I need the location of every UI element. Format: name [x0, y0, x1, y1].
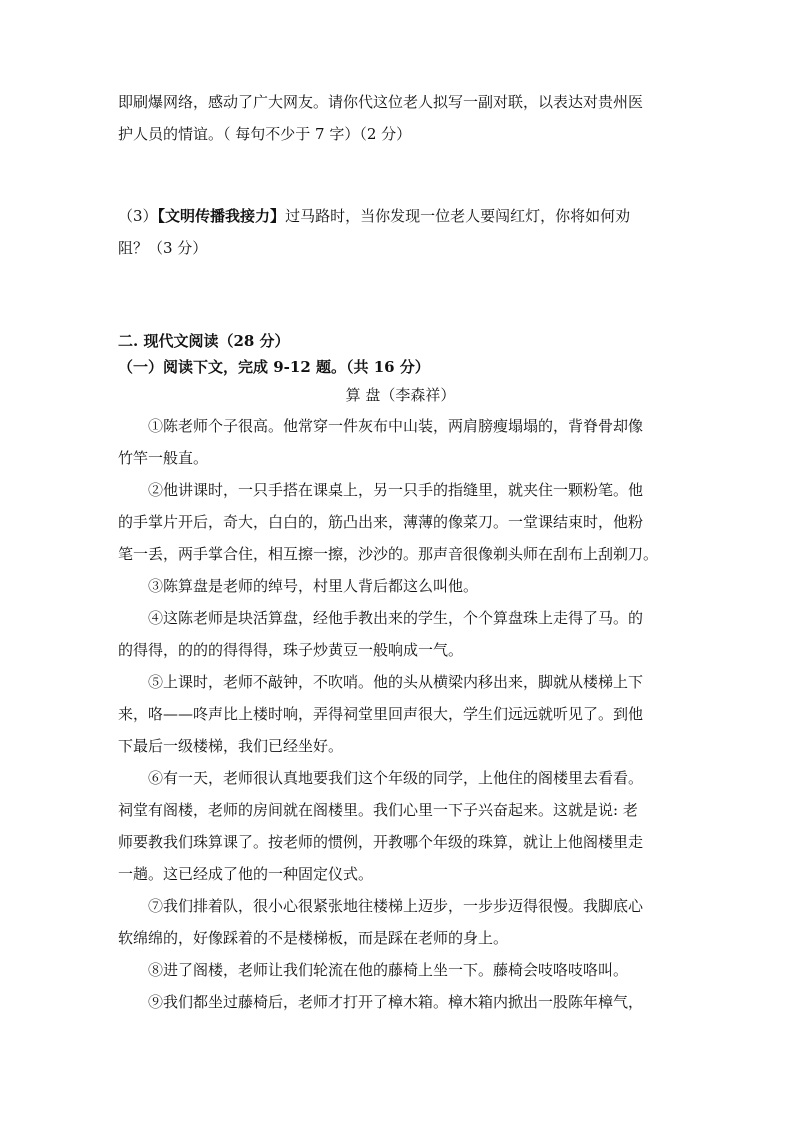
article-paragraph: [118, 410, 683, 474]
article-paragraph: [118, 602, 683, 666]
text-line: 即刷爆网络，感动了广大网友。请你代这位老人拟写一副对联，以表达对贵州医: [118, 93, 644, 111]
text-line: ⑤上课时，老师不敲钟，不吹哨。他的头从横梁内移出来，脚就从楼梯上下: [148, 673, 644, 691]
text-line: 阻？（3 分）: [118, 239, 208, 257]
article-paragraph: [118, 890, 683, 954]
text-line: 一趟。这已经成了他的一种固定仪式。: [118, 865, 374, 883]
text-line: 的得得，的的的得得得，珠子炒黄豆一般响成一气。: [118, 641, 464, 659]
article-paragraph: [118, 666, 683, 762]
question-3: [118, 200, 683, 264]
text-line: ①陈老师个子很高。他常穿一件灰布中山装，两肩膀瘦塌塌的，背脊骨却像: [148, 417, 644, 435]
text-line: 的手掌片开后，奇大，白白的，筋凸出来，薄薄的像菜刀。一堂课结束时，他粉: [118, 513, 644, 531]
text-line: 竹竿一般直。: [118, 449, 209, 467]
text-line: 祠堂有阁楼，老师的房间就在阁楼里。我们心里一下子兴奋起来。这就是说: 老: [118, 801, 638, 819]
question-text: 过马路时，当你发现一位老人要闯红灯，你将如何劝: [285, 207, 631, 225]
text-line: 软绵绵的，好像踩着的不是楼梯板，而是踩在老师的身上。: [118, 929, 509, 947]
article-paragraph: [118, 570, 683, 602]
article-paragraph: [118, 986, 683, 1018]
article-paragraph: [118, 474, 683, 570]
article-paragraph: [118, 762, 683, 890]
text-line: ⑥有一天，老师很认真地要我们这个年级的同学，上他住的阁楼里去看看。: [148, 769, 644, 787]
question-number: （3）: [118, 207, 158, 225]
article-body: [118, 410, 683, 1018]
text-line: 护人员的情谊。（ 每句不少于 7 字）（2 分）: [118, 125, 412, 143]
text-line: 下最后一级楼梯，我们已经坐好。: [118, 737, 344, 755]
text-line: [118, 200, 683, 232]
text-line: ④这陈老师是块活算盘，经他手教出来的学生，个个算盘珠上走得了马。的: [148, 609, 644, 627]
question-2-continuation: [118, 86, 683, 150]
text-line: 师要教我们珠算课了。按老师的惯例，开教哪个年级的珠算，就让上他阁楼里走: [118, 833, 644, 851]
text-line: ⑦我们排着队，很小心很紧张地往楼梯上迈步，一步步迈得很慢。我脚底心: [148, 897, 644, 915]
document-page: [118, 86, 683, 1018]
text-line: ⑧进了阁楼，老师让我们轮流在他的藤椅上坐一下。藤椅会吱咯吱咯叫。: [148, 961, 629, 979]
text-line: 笔一丢，两手掌合住，相互擦一擦，沙沙的。那声音很像剃头师在刮布上刮剃刀。: [118, 545, 659, 563]
section-heading: 二. 现代文阅读（28 分）: [118, 332, 290, 350]
text-line: ⑨我们都坐过藤椅后，老师才打开了樟木箱。樟木箱内掀出一股陈年樟气，: [148, 993, 644, 1011]
text-line: 来，咯——咚声比上楼时响，弄得祠堂里回声很大，学生们远远就听见了。到他: [118, 705, 644, 723]
text-line: ②他讲课时，一只手搭在课桌上，另一只手的指缝里，就夹住一颗粉笔。他: [148, 481, 644, 499]
section-subheading: （一）阅读下文，完成 9-12 题。（共 16 分）: [118, 358, 430, 376]
text-line: ③陈算盘是老师的绰号，村里人背后都这么叫他。: [148, 577, 479, 595]
article-paragraph: [118, 954, 683, 986]
question-tag: 【文明传播我接力】: [157, 207, 286, 225]
article-title: 算 盘（李森祥）: [345, 386, 456, 404]
